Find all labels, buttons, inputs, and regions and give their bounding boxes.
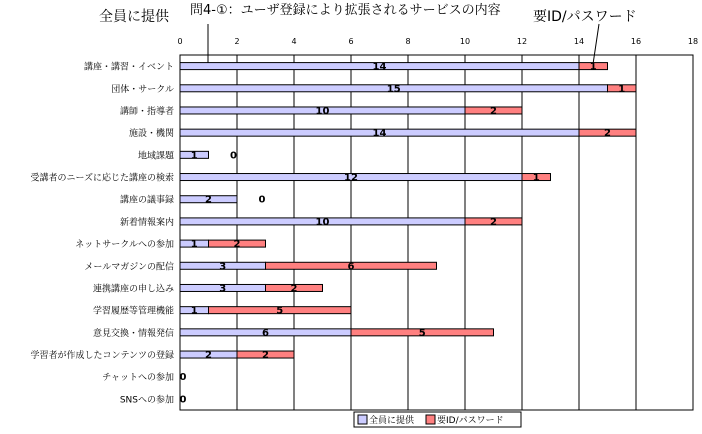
category-label: ネットサークルへの参加 — [75, 240, 174, 251]
x-tick-label: 10 — [459, 37, 471, 46]
data-label: 15 — [386, 83, 401, 95]
data-label: 0 — [179, 394, 187, 406]
category-label: チャットへの参加 — [102, 373, 174, 384]
annotation-all-users: 全員に提供 — [99, 9, 169, 25]
legend-swatch-all-users — [358, 415, 367, 424]
data-label: 1 — [532, 172, 540, 184]
data-label: 1 — [589, 61, 597, 73]
x-tick-label: 12 — [516, 37, 528, 46]
data-label: 5 — [418, 327, 426, 339]
data-label: 1 — [190, 305, 198, 317]
annotation-id-password: 要ID/パスワード — [533, 9, 637, 25]
x-tick-label: 14 — [573, 37, 585, 46]
data-label: 0 — [258, 194, 266, 206]
category-label: 地域課題 — [137, 151, 174, 162]
data-label: 2 — [604, 128, 611, 140]
data-label: 3 — [219, 283, 227, 295]
data-label: 14 — [372, 128, 387, 140]
data-label: 5 — [276, 305, 284, 317]
data-label: 2 — [205, 194, 212, 206]
category-label: 受講者のニーズに応じた講座の検索 — [30, 173, 174, 184]
category-label: 団体・サークル — [111, 84, 174, 95]
data-label: 1 — [618, 83, 626, 95]
x-tick-label: 6 — [348, 37, 354, 46]
x-tick-label: 4 — [291, 37, 297, 46]
chart-title: 問4-①：ユーザ登録により拡張されるサービスの内容 — [190, 3, 501, 18]
x-tick-label: 8 — [405, 37, 411, 46]
category-label: 新着情報案内 — [119, 217, 174, 228]
data-label: 12 — [344, 172, 358, 184]
category-label: 学習者が作成したコンテンツの登録 — [30, 351, 174, 362]
x-tick-label: 18 — [687, 37, 699, 46]
legend-swatch-id-password — [426, 415, 435, 424]
category-label: 施設・機関 — [128, 129, 174, 140]
category-label: 講座・講習・イベント — [83, 62, 174, 73]
category-label: メールマガジンの配信 — [84, 262, 174, 273]
category-label: 意見交換・情報発信 — [92, 328, 174, 339]
legend-label-all-users: 全員に提供 — [369, 416, 415, 426]
data-label: 1 — [190, 239, 198, 251]
data-label: 0 — [230, 150, 237, 162]
category-label: 講師・指導者 — [119, 106, 174, 117]
x-tick-label: 2 — [234, 37, 240, 46]
data-label: 14 — [372, 61, 387, 73]
category-label: 連携講座の申し込み — [92, 284, 174, 295]
data-label: 6 — [347, 261, 355, 273]
data-label: 10 — [315, 216, 330, 228]
data-label: 2 — [233, 239, 241, 251]
category-labels — [30, 61, 175, 406]
x-tick-label: 0 — [177, 37, 183, 46]
x-tick-labels — [177, 37, 698, 46]
category-label: SNSへの参加 — [119, 395, 174, 406]
x-tick-label: 16 — [630, 37, 642, 46]
data-label: 6 — [262, 327, 269, 339]
data-label: 2 — [290, 283, 298, 295]
legend — [354, 412, 521, 427]
category-label: 学習履歴等管理機能 — [92, 306, 174, 317]
legend-label-id-password: 要ID/パスワード — [437, 416, 504, 426]
data-label: 0 — [179, 372, 187, 384]
data-label: 2 — [490, 216, 497, 228]
data-label: 10 — [315, 105, 330, 117]
data-label: 2 — [262, 350, 269, 362]
data-label: 2 — [490, 105, 497, 117]
data-label: 1 — [190, 150, 198, 162]
data-label: 2 — [205, 350, 212, 362]
category-label: 講座の議事録 — [119, 195, 174, 206]
data-label: 3 — [219, 261, 227, 273]
